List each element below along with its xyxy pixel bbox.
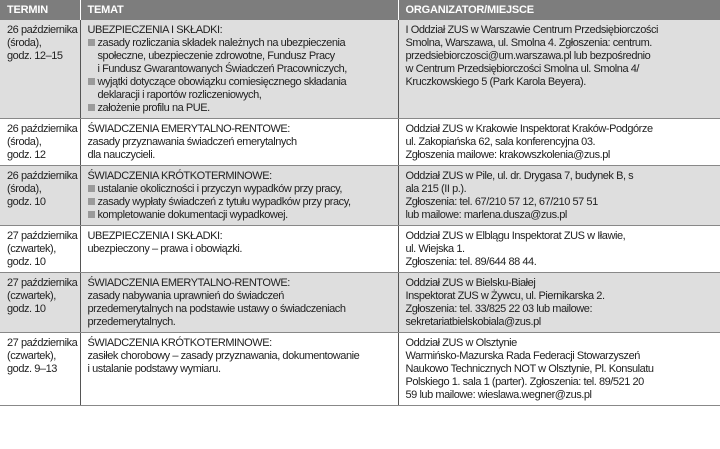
organizator-line: Polskiego 1. sala 1 (parter). Zgłoszenia: tel. 89/521 20 bbox=[405, 376, 644, 388]
temat-text: ubezpieczony – prawa i obowiązki. bbox=[87, 243, 243, 255]
temat-line bbox=[88, 76, 391, 89]
termin-line: (czwartek), bbox=[7, 290, 56, 302]
termin-line: (środa), bbox=[7, 136, 42, 148]
temat-text: przedemerytalnych na podstawie ustawy o świadczeniach bbox=[87, 303, 346, 315]
organizator-line: Kruczkowskiego 5 (Park Karola Beyera). bbox=[405, 76, 586, 88]
temat-heading bbox=[88, 337, 391, 350]
organizator-line: Inspektorat ZUS w Żywcu, ul. Piernikarska 2. bbox=[405, 290, 605, 302]
organizator-cell bbox=[398, 119, 720, 166]
organizator-line: Naukowo Technicznych NOT w Olsztynie, Pl. Konsulatu bbox=[405, 363, 654, 375]
organizator-cell bbox=[398, 226, 720, 273]
table-row bbox=[0, 166, 720, 226]
bullet-square-icon bbox=[88, 211, 95, 218]
temat-text: zasady przyznawania świadczeń emerytalnych bbox=[87, 136, 297, 148]
organizator-line: Oddział ZUS w Krakowie Inspektorat Kraków-Podgórze bbox=[405, 123, 653, 135]
organizator-line: ul. Wiejska 1. bbox=[405, 243, 465, 255]
termin-cell bbox=[0, 333, 80, 406]
organizator-line: Oddział ZUS w Elblągu Inspektorat ZUS w Iławie, bbox=[405, 230, 626, 242]
table-body bbox=[0, 20, 720, 406]
table-row bbox=[0, 333, 720, 406]
bullet-square-icon bbox=[88, 39, 95, 46]
temat-text: zasady nabywania uprawnień do świadczeń bbox=[87, 290, 284, 302]
temat-text: dla nauczycieli. bbox=[87, 149, 155, 161]
organizator-line: ul. Zakopiańska 62, sala konferencyjna 03. bbox=[405, 136, 596, 148]
termin-line: 27 października bbox=[7, 277, 78, 289]
organizator-line: Zgłoszenia: tel. 33/825 22 03 lub mailowe: bbox=[405, 303, 593, 315]
temat-text: zasiłek chorobowy – zasady przyznawania, dokumentowanie bbox=[87, 350, 360, 362]
termin-line: godz. 9–13 bbox=[7, 363, 57, 375]
organizator-cell bbox=[398, 166, 720, 226]
termin-line: (środa), bbox=[7, 183, 42, 195]
termin-line: 26 października bbox=[7, 123, 78, 135]
temat-line bbox=[88, 363, 391, 376]
table-row bbox=[0, 20, 720, 119]
termin-cell bbox=[0, 273, 80, 333]
temat-text: zasady rozliczania składek należnych na ubezpieczenia bbox=[97, 37, 346, 49]
organizator-line: Oddział ZUS w Bielsku-Białej bbox=[405, 277, 536, 289]
organizator-line: Zgłoszenia: tel. 89/644 88 44. bbox=[405, 256, 537, 268]
temat-text: i ustalanie podstawy wymiaru. bbox=[87, 363, 221, 375]
organizator-cell bbox=[398, 20, 720, 119]
organizator-line: Smolna, Warszawa, ul. Smolna 4. Zgłoszenia: centrum. bbox=[405, 37, 652, 49]
termin-line: (środa), bbox=[7, 37, 42, 49]
temat-heading bbox=[88, 123, 391, 136]
temat-line bbox=[88, 89, 391, 102]
termin-line: 27 października bbox=[7, 230, 78, 242]
termin-line: 26 października bbox=[7, 170, 78, 182]
temat-text: założenie profilu na PUE. bbox=[97, 102, 210, 114]
termin-line: (czwartek), bbox=[7, 243, 56, 255]
temat-heading bbox=[88, 170, 391, 183]
temat-line bbox=[88, 243, 391, 256]
temat-line bbox=[88, 102, 391, 115]
temat-text: społeczne, ubezpieczenie zdrowotne, Fundusz Pracy bbox=[97, 50, 335, 62]
header-organizator: ORGANIZATOR/MIEJSCE bbox=[398, 0, 720, 20]
temat-cell bbox=[80, 226, 398, 273]
temat-line bbox=[88, 316, 391, 329]
temat-text: ŚWIADCZENIA EMERYTALNO-RENTOWE: bbox=[87, 277, 290, 289]
termin-line: (czwartek), bbox=[7, 350, 56, 362]
organizator-cell bbox=[398, 273, 720, 333]
temat-text: ŚWIADCZENIA EMERYTALNO-RENTOWE: bbox=[87, 123, 290, 135]
temat-cell bbox=[80, 166, 398, 226]
bullet-square-icon bbox=[88, 185, 95, 192]
termin-line: godz. 12–15 bbox=[7, 50, 63, 62]
bullet-square-icon bbox=[88, 198, 95, 205]
termin-line: godz. 10 bbox=[7, 256, 46, 268]
organizator-line: Warmińsko-Mazurska Rada Federacji Stowarzyszeń bbox=[405, 350, 640, 362]
termin-line: 26 października bbox=[7, 24, 78, 36]
organizator-line: Oddział ZUS w Olsztynie bbox=[405, 337, 517, 349]
temat-line bbox=[88, 149, 391, 162]
temat-heading bbox=[88, 230, 391, 243]
temat-line bbox=[88, 136, 391, 149]
organizator-line: Zgłoszenia: tel. 67/210 57 12, 67/210 57 51 bbox=[405, 196, 598, 208]
temat-text: kompletowanie dokumentacji wypadkowej. bbox=[97, 209, 288, 221]
temat-cell bbox=[80, 20, 398, 119]
table-row bbox=[0, 226, 720, 273]
temat-text: UBEZPIECZENIA I SKŁADKI: bbox=[87, 230, 223, 242]
temat-cell bbox=[80, 333, 398, 406]
table-row bbox=[0, 273, 720, 333]
organizator-line: ala 215 (II p.). bbox=[405, 183, 467, 195]
organizator-line: Zgłoszenia mailowe: krakowszkolenia@zus.pl bbox=[405, 149, 610, 161]
organizator-cell bbox=[398, 333, 720, 406]
temat-heading bbox=[88, 24, 391, 37]
temat-cell bbox=[80, 119, 398, 166]
table-row bbox=[0, 119, 720, 166]
organizator-line: lub mailowe: marlena.dusza@zus.pl bbox=[405, 209, 567, 221]
header-row bbox=[0, 0, 720, 20]
temat-text: ŚWIADCZENIA KRÓTKOTERMINOWE: bbox=[87, 337, 272, 349]
bullet-square-icon bbox=[88, 78, 95, 85]
temat-text: UBEZPIECZENIA I SKŁADKI: bbox=[87, 24, 223, 36]
temat-line bbox=[88, 196, 391, 209]
temat-text: zasady wypłaty świadczeń z tytułu wypadków przy pracy, bbox=[97, 196, 351, 208]
temat-line bbox=[88, 37, 391, 50]
header-temat: TEMAT bbox=[80, 0, 398, 20]
termin-line: godz. 12 bbox=[7, 149, 46, 161]
temat-line bbox=[88, 50, 391, 63]
header-termin: TERMIN bbox=[0, 0, 80, 20]
organizator-line: 59 lub mailowe: wieslawa.wegner@zus.pl bbox=[405, 389, 592, 401]
temat-text: przedemerytalnych. bbox=[87, 316, 176, 328]
termin-line: godz. 10 bbox=[7, 303, 46, 315]
organizator-line: w Centrum Przedsiębiorczości Smolna ul. Smolna 4/ bbox=[405, 63, 639, 75]
temat-line bbox=[88, 183, 391, 196]
temat-text: wyjątki dotyczące obowiązku comiesięcznego składania bbox=[97, 76, 347, 88]
temat-text: ustalanie okoliczności i przyczyn wypadków przy pracy, bbox=[97, 183, 342, 195]
termin-line: 27 października bbox=[7, 337, 78, 349]
temat-text: i Fundusz Gwarantowanych Świadczeń Pracowniczych, bbox=[97, 63, 347, 75]
termin-line: godz. 10 bbox=[7, 196, 46, 208]
organizator-line: przedsiebiorczosci@um.warszawa.pl lub bezpośrednio bbox=[405, 50, 651, 62]
organizator-line: I Oddział ZUS w Warszawie Centrum Przedsiębiorczości bbox=[405, 24, 658, 36]
termin-cell bbox=[0, 20, 80, 119]
temat-line bbox=[88, 209, 391, 222]
temat-line bbox=[88, 350, 391, 363]
temat-text: ŚWIADCZENIA KRÓTKOTERMINOWE: bbox=[87, 170, 272, 182]
termin-cell bbox=[0, 119, 80, 166]
organizator-line: Oddział ZUS w Pile, ul. dr. Drygasa 7, budynek B, s bbox=[405, 170, 634, 182]
organizator-line: sekretariatbielskobiala@zus.pl bbox=[405, 316, 541, 328]
temat-heading bbox=[88, 277, 391, 290]
termin-cell bbox=[0, 226, 80, 273]
temat-line bbox=[88, 290, 391, 303]
termin-cell bbox=[0, 166, 80, 226]
temat-cell bbox=[80, 273, 398, 333]
temat-text: deklaracji i raportów rozliczeniowych, bbox=[97, 89, 262, 101]
bullet-square-icon bbox=[88, 104, 95, 111]
temat-line bbox=[88, 303, 391, 316]
temat-line bbox=[88, 63, 391, 76]
